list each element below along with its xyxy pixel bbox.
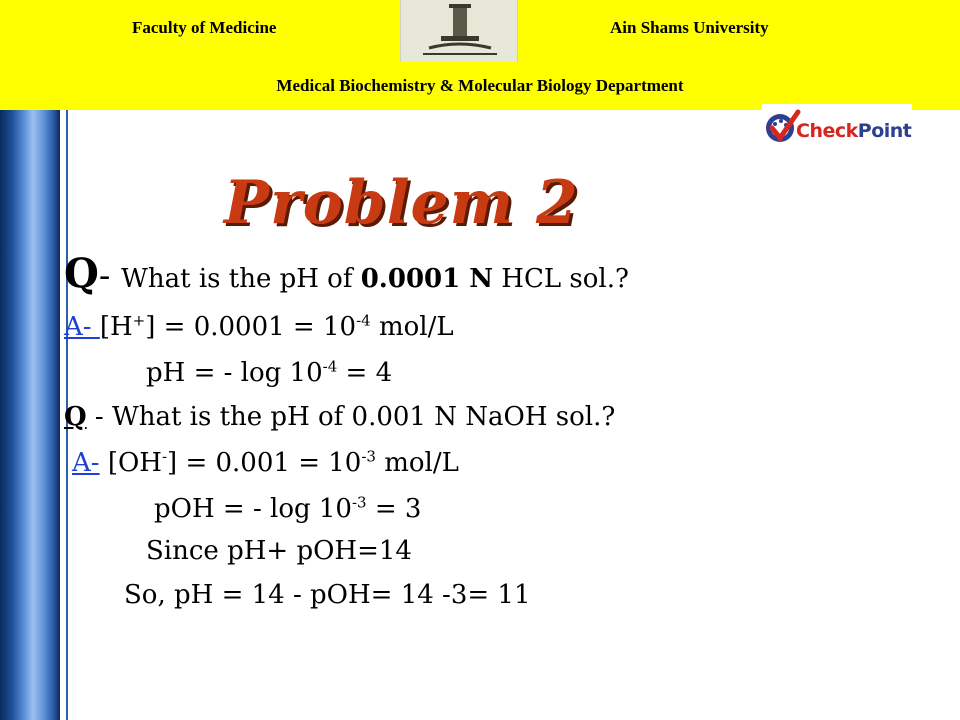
question-1-text-a: What is the pH of bbox=[121, 264, 361, 294]
answer-1-l2b: = 4 bbox=[337, 358, 393, 388]
question-2 bbox=[64, 402, 615, 432]
answer-2-line-4: So, pH = 14 - pOH= 14 -3= 11 bbox=[124, 580, 531, 610]
answer-1-l2-sup: -4 bbox=[322, 357, 338, 376]
faculty-label: Faculty of Medicine bbox=[132, 18, 277, 37]
question-1-text-b: HCL sol.? bbox=[493, 264, 629, 294]
answer-2-l1-sup2: -3 bbox=[361, 447, 376, 466]
answer-1-l2a: pH = - log 10 bbox=[146, 358, 323, 388]
header-band bbox=[0, 0, 960, 110]
answer-2-l2b: = 3 bbox=[366, 494, 422, 524]
university-logo bbox=[400, 0, 518, 62]
checkpoint-wordmark bbox=[796, 120, 911, 142]
department-label: Medical Biochemistry & Molecular Biology Department bbox=[276, 76, 684, 95]
answer-2-l1-sup1: - bbox=[161, 447, 168, 466]
question-1-dash: - bbox=[98, 256, 122, 296]
slide-title: Problem 2 bbox=[224, 168, 579, 238]
answer-2-line-1 bbox=[72, 448, 459, 478]
checkpoint-word-check: Check bbox=[796, 120, 858, 142]
question-1 bbox=[64, 250, 629, 297]
answer-1-l1-sup1: + bbox=[132, 311, 146, 330]
answer-2-link[interactable]: A- bbox=[72, 448, 100, 478]
answer-1-l1b: ] = 0.0001 = 10 bbox=[145, 312, 357, 342]
answer-1-line-2 bbox=[146, 358, 392, 388]
answer-2-line-2 bbox=[154, 494, 421, 524]
answer-2-l1c: mol/L bbox=[375, 448, 459, 478]
answer-1-line-1 bbox=[64, 312, 454, 342]
answer-2-l1a: [OH bbox=[99, 448, 162, 478]
answer-2-l2-sup: -3 bbox=[351, 493, 367, 512]
university-label: Ain Shams University bbox=[610, 18, 769, 37]
question-1-value: 0.0001 N bbox=[360, 264, 494, 294]
checkpoint-word-point: Point bbox=[857, 120, 912, 142]
answer-2-l2a: pOH = - log 10 bbox=[154, 494, 352, 524]
left-decorative-bar bbox=[0, 110, 60, 720]
question-2-text: - What is the pH of 0.001 N NaOH sol.? bbox=[86, 402, 616, 432]
answer-2-l1b: ] = 0.001 = 10 bbox=[167, 448, 362, 478]
answer-2-line-3: Since pH+ pOH=14 bbox=[146, 536, 412, 566]
question-2-label: Q bbox=[64, 402, 87, 432]
question-1-label: Q bbox=[64, 250, 99, 297]
answer-1-l1c: mol/L bbox=[370, 312, 454, 342]
answer-1-l1-sup2: -4 bbox=[356, 311, 371, 330]
answer-1-l1a: [H bbox=[99, 312, 133, 342]
answer-1-link[interactable]: A- bbox=[64, 312, 100, 342]
